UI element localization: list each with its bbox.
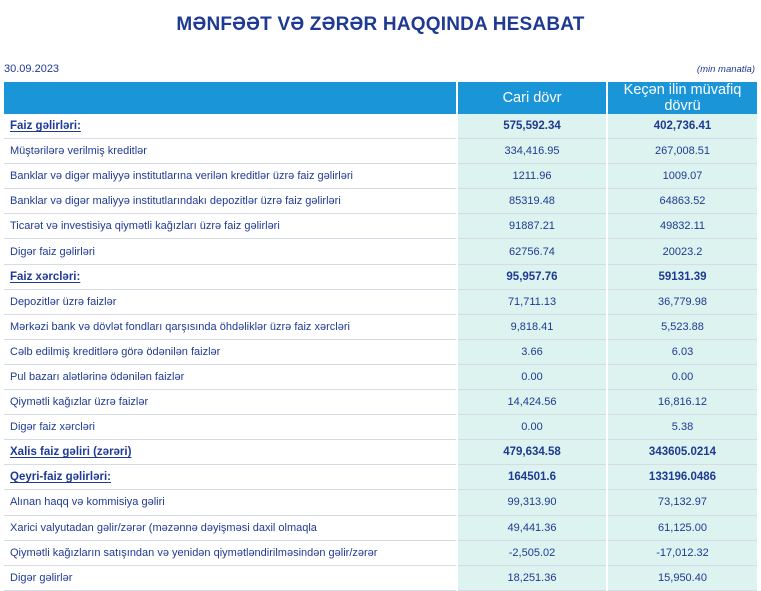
row-current-value: 18,251.36 [457,565,607,590]
row-previous-value: 0.00 [607,364,757,389]
table-row [4,189,757,214]
row-current-value: 99,313.90 [457,490,607,515]
row-label: Alınan haqq və kommisiya gəliri [4,490,457,515]
row-previous-value: 73,132.97 [607,490,757,515]
row-previous-value: 61,125.00 [607,515,757,540]
income-statement-table [4,82,757,591]
row-current-value: 71,711.13 [457,289,607,314]
row-label: Banklar və digər maliyyə institutlarındakı depozitlər üzrə faiz gəlirləri [4,189,457,214]
row-label: Xalis faiz gəliri (zərəri) [4,440,457,465]
table-row [4,164,757,189]
row-previous-value: 267,008.51 [607,139,757,164]
row-previous-value: 402,736.41 [607,114,757,139]
currency-unit-note: (min manatla) [696,64,755,75]
row-current-value: 95,957.76 [457,264,607,289]
row-label: Xarici valyutadan gəlir/zərər (məzənnə dəyişməsi daxil olmaqla [4,515,457,540]
row-current-value: 575,592.34 [457,114,607,139]
row-label: Qiymətli kağızların satışından və yenidən qiymətləndirilməsindən gəlir/zərər [4,540,457,565]
table-header-row [4,82,757,114]
row-previous-value: 49832.11 [607,214,757,239]
table-row [4,415,757,440]
row-current-value: 62756.74 [457,239,607,264]
row-previous-value: 16,816.12 [607,390,757,415]
table-row [4,214,757,239]
report-date: 30.09.2023 [4,63,60,75]
table-row [4,314,757,339]
table-row [4,465,757,490]
table-row [4,364,757,389]
row-previous-value: 15,950.40 [607,565,757,590]
table-row [4,390,757,415]
table-row [4,139,757,164]
row-previous-value: 1009.07 [607,164,757,189]
row-previous-value: 64863.52 [607,189,757,214]
row-current-value: 3.66 [457,339,607,364]
table-row [4,565,757,590]
row-previous-value: 36,779.98 [607,289,757,314]
row-label: Banklar və digər maliyyə institutlarına verilən kreditlər üzrə faiz gəlirləri [4,164,457,189]
row-label: Pul bazarı alətlərinə ödənilən faizlər [4,364,457,389]
column-header-current-period: Cari dövr [457,82,607,114]
column-header-label [4,82,457,114]
table-row [4,540,757,565]
row-previous-value: 343605.0214 [607,440,757,465]
row-current-value: -2,505.02 [457,540,607,565]
row-current-value: 0.00 [457,415,607,440]
row-current-value: 85319.48 [457,189,607,214]
row-previous-value: 20023.2 [607,239,757,264]
row-label: Depozitlər üzrə faizlər [4,289,457,314]
row-current-value: 9,818.41 [457,314,607,339]
table-row [4,490,757,515]
row-label: Digər gəlirlər [4,565,457,590]
table-row [4,339,757,364]
row-previous-value: 5.38 [607,415,757,440]
row-label: Cəlb edilmiş kreditlərə görə ödənilən faizlər [4,339,457,364]
row-current-value: 49,441.36 [457,515,607,540]
table-row [4,114,757,139]
row-current-value: 1211.96 [457,164,607,189]
row-previous-value: -17,012.32 [607,540,757,565]
row-current-value: 334,416.95 [457,139,607,164]
row-current-value: 164501.6 [457,465,607,490]
row-label: Qeyri-faiz gəlirləri: [4,465,457,490]
report-title: MƏNFƏƏT VƏ ZƏRƏR HAQQINDA HESABAT [176,14,585,35]
row-label: Ticarət və investisiya qiymətli kağızları üzrə faiz gəlirləri [4,214,457,239]
row-current-value: 14,424.56 [457,390,607,415]
row-label: Müştərilərə verilmiş kreditlər [4,139,457,164]
row-current-value: 0.00 [457,364,607,389]
row-previous-value: 59131.39 [607,264,757,289]
table-row [4,289,757,314]
row-current-value: 479,634.58 [457,440,607,465]
table-row [4,239,757,264]
table-row [4,515,757,540]
row-label: Faiz xərcləri: [4,264,457,289]
table-row [4,440,757,465]
row-previous-value: 133196.0486 [607,465,757,490]
row-label: Digər faiz xərcləri [4,415,457,440]
row-label: Digər faiz gəlirləri [4,239,457,264]
table-row [4,264,757,289]
row-previous-value: 5,523.88 [607,314,757,339]
row-previous-value: 6.03 [607,339,757,364]
table-body [4,114,757,590]
row-current-value: 91887.21 [457,214,607,239]
row-label: Faiz gəlirləri: [4,114,457,139]
row-label: Qiymətli kağızlar üzrə faizlər [4,390,457,415]
column-header-previous-period: Keçən ilin müvafiq dövrü [607,82,757,114]
row-label: Mərkəzi bank və dövlət fondları qarşısında öhdəliklər üzrə faiz xərcləri [4,314,457,339]
